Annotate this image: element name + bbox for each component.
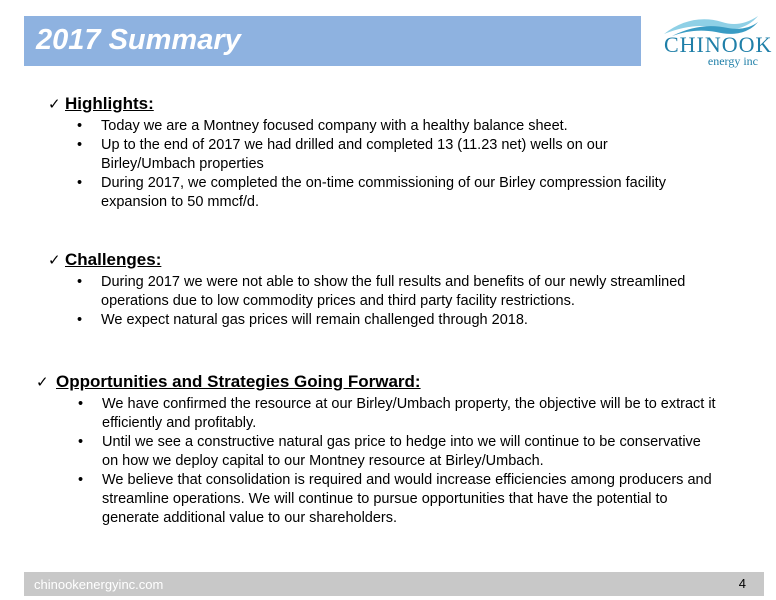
- list-item: • Today we are a Montney focused company with a healthy balance sheet.: [77, 118, 568, 134]
- list-item: • Up to the end of 2017 we had drilled and completed 13 (11.23 net) wells on our Birley/Umbach properties: [77, 137, 608, 172]
- bullet-dot: •: [78, 396, 84, 412]
- checkmark-icon: ✓: [48, 251, 61, 269]
- bullet-dot: •: [77, 137, 83, 153]
- challenges-section: [48, 250, 748, 330]
- bullet-dot: •: [78, 434, 84, 450]
- company-logo: [656, 12, 773, 68]
- bullet-dot: •: [77, 118, 83, 134]
- list-item: • Until we see a constructive natural gas price to hedge into we will continue to be conservative on how we deploy capital to our Montney resource at Birley/Umbach.: [78, 434, 701, 469]
- footer-bar: [24, 572, 764, 596]
- bullet-dot: •: [78, 472, 84, 488]
- challenges-list: [77, 273, 742, 330]
- list-item: • We expect natural gas prices will remain challenged through 2018.: [77, 312, 528, 328]
- list-item: • We have confirmed the resource at our Birley/Umbach property, the objective will be to extract it efficiently and profitably.: [78, 396, 716, 431]
- bullet-dot: •: [77, 274, 83, 290]
- highlights-section: [48, 94, 748, 212]
- list-item: • During 2017 we were not able to show the full results and benefits of our newly streamlined operations due to low commodity prices and third party facility restrictions.: [77, 274, 686, 309]
- page-number: 4: [738, 576, 746, 591]
- highlights-heading: Highlights:: [65, 94, 154, 113]
- footer-website: chinookenergyinc.com: [34, 577, 164, 592]
- list-item: • We believe that consolidation is required and would increase efficiencies among producers and streamline operations. We will continue to pursue opportunities that have the potential to generate additional value to our shareholders.: [78, 472, 712, 526]
- checkmark-icon: ✓: [48, 95, 61, 113]
- page-title: 2017 Summary: [36, 24, 241, 56]
- list-item: • During 2017, we completed the on-time commissioning of our Birley compression facility expansion to 50 mmcf/d.: [77, 175, 666, 210]
- highlights-list: [77, 117, 677, 212]
- bullet-dot: •: [77, 312, 83, 328]
- opportunities-section: [36, 372, 756, 528]
- logo-name: CHINOOK: [664, 32, 773, 57]
- logo-subtitle: energy inc: [707, 54, 758, 68]
- checkmark-icon: ✓: [36, 373, 49, 391]
- bullet-dot: •: [77, 175, 83, 191]
- opportunities-list: [78, 395, 718, 528]
- challenges-heading: Challenges:: [65, 250, 162, 269]
- opportunities-heading: Opportunities and Strategies Going Forward:: [56, 372, 421, 391]
- title-bar: [24, 16, 641, 66]
